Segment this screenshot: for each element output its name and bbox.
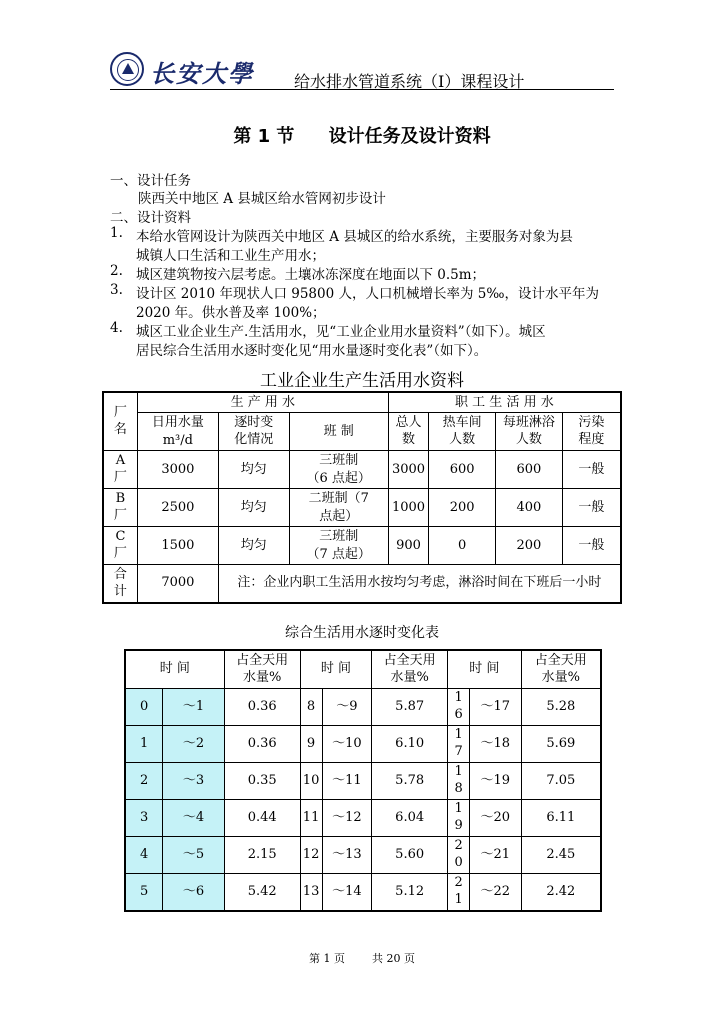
item-number: 2. [110, 263, 123, 279]
header-time: 时 间 [125, 650, 224, 688]
table-row: 0 ～1 0.36 8 ～9 5.87 16 ～17 5.28 [125, 688, 601, 725]
course-title: 给水排水管道系统（Ⅰ）课程设计 [294, 72, 525, 91]
page-footer [0, 950, 724, 966]
table-row: 5 ～6 5.42 13 ～14 5.12 21 ～22 2.42 [125, 873, 601, 911]
industrial-table-title: 工业企业生产生活用水资料 [260, 371, 464, 391]
table-total-row: 合计 7000 注：企业内职工生活用水按均匀考虑，淋浴时间在下班后一小时 [103, 565, 621, 603]
table-row: 3 ～4 0.44 11 ～12 6.04 19 ～20 6.11 [125, 799, 601, 836]
item-text: 设计区 2010 年现状人口 95800 人，人口机械增长率为 5‰，设计水平年为 [136, 286, 599, 302]
item-text: 城区建筑物按六层考虑。土壤冰冻深度在地面以下 0.5m； [136, 267, 486, 283]
table-row: 2 ～3 0.35 10 ～11 5.78 18 ～19 7.05 [125, 762, 601, 799]
university-seal-icon [110, 52, 144, 86]
header-production-group: 生 产 用 水 [137, 392, 388, 413]
header-shift: 班 制 [289, 413, 388, 451]
item-text-cont: 城镇人口生活和工业生产用水； [136, 248, 325, 264]
hourly-table-title: 综合生活用水逐时变化表 [285, 625, 439, 641]
section-heading [0, 122, 724, 148]
header-percent: 占全天用水量% [521, 650, 601, 688]
table-row: 4 ～5 2.15 12 ～13 5.60 20 ～21 2.45 [125, 836, 601, 873]
industrial-water-table [102, 391, 622, 604]
hourly-water-table [124, 649, 602, 912]
page-total: 共 20 页 [372, 952, 415, 965]
header-daily-water: 日用水量 m³/d [137, 413, 218, 451]
header-time: 时 间 [300, 650, 372, 688]
header-percent: 占全天用水量% [372, 650, 448, 688]
header-factory: 厂名 [103, 392, 137, 451]
item-number: 1. [110, 225, 123, 241]
header-shower: 每班淋浴人数 [496, 413, 563, 451]
section-number: 第 1 节 [233, 126, 295, 147]
header-staff-group: 职 工 生 活 用 水 [388, 392, 621, 413]
section-title: 设计任务及设计资料 [328, 126, 491, 147]
item-text-cont: 2020 年。供水普及率 100%； [136, 305, 326, 321]
item-text: 本给水管网设计为陕西关中地区 A 县城区的给水系统，主要服务对象为县 [136, 229, 573, 245]
header-hourly-variation: 逐时变化情况 [218, 413, 289, 451]
item-text: 城区工业企业生产.生活用水，见“工业企业用水量资料”（如下）。城区 [136, 324, 546, 340]
header-total-people: 总人数 [388, 413, 428, 451]
table-row: 1 ～2 0.36 9 ～10 6.10 17 ～18 5.69 [125, 725, 601, 762]
item-text-cont: 居民综合生活用水逐时变化见“用水量逐时变化表”（如下）。 [136, 343, 488, 359]
header-hot-workshop: 热车间人数 [429, 413, 496, 451]
header-divider [110, 89, 614, 90]
page-number: 第 1 页 [309, 952, 345, 965]
heading-task: 一、设计任务 [110, 173, 191, 189]
heading-data: 二、设计资料 [110, 210, 191, 226]
table-row: B厂 2500 均匀 二班制（7 点起） 1000 200 400 一般 [103, 489, 621, 527]
header-percent: 占全天用水量% [224, 650, 300, 688]
item-number: 4. [110, 320, 123, 336]
header-time: 时 间 [448, 650, 522, 688]
university-logo-text: 长安大學 [150, 59, 254, 88]
header-pollution: 污染程度 [562, 413, 621, 451]
table-row: A厂 3000 均匀 三班制 （6 点起） 3000 600 600 一般 [103, 451, 621, 489]
table-row: C厂 1500 均匀 三班制 （7 点起） 900 0 200 一般 [103, 527, 621, 565]
item-number: 3. [110, 282, 123, 298]
task-description: 陕西关中地区 A 县城区给水管网初步设计 [138, 191, 386, 207]
